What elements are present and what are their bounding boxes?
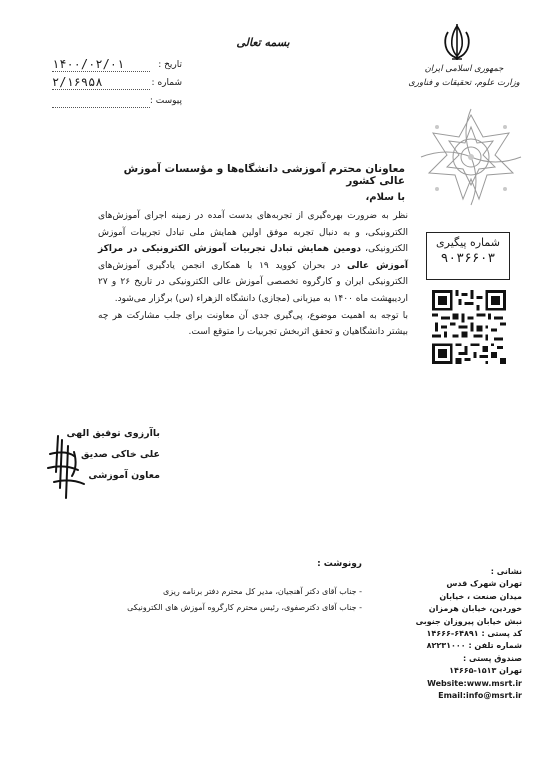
number-field	[52, 75, 182, 92]
copies-title: رونوشت :	[317, 559, 362, 569]
qr-code-icon	[432, 290, 506, 364]
para1-bold: دومین همایش تبادل تجربیات آموزش الکترونیکی در مراکز آموزش عالی	[98, 244, 408, 271]
decorative-ornament-icon	[417, 107, 525, 207]
number-value: ۲/۱۶۹۵۸	[52, 75, 103, 89]
po-box-label: صندوق پستی :	[462, 653, 522, 663]
handwritten-signature-icon	[44, 432, 92, 502]
attachment-field	[52, 96, 182, 110]
number-label: شماره :	[151, 78, 182, 88]
address-line-1: تهران شهرک قدس	[446, 579, 522, 589]
address-line-2: میدان صنعت ، خیابان	[439, 591, 522, 601]
address-label: نشانی :	[490, 567, 522, 576]
tracking-number-box	[426, 232, 510, 280]
invocation-text: بسمه تعالی	[236, 36, 290, 49]
body-paragraph-2: با توجه به اهمیت موضوع، پی‌گیری جدی آن معاونت برای جلب مشارکت هر چه بیشتر دانشگاهیان و تحقق اثربخش تجربیات را متوقع است.	[98, 310, 408, 338]
ministry-heading	[408, 62, 520, 90]
address-line-4: نبش خیابان پیروزان جنوبی	[415, 616, 522, 626]
copy-recipient-2: - جناب آقای دکترصفوی، رئیس محترم کارگروه آموزش های الکترونیکی	[127, 603, 362, 612]
copy-recipient-1: - جناب آقای دکتر آهنجیان، مدیر کل محترم دفتر برنامه ریزی	[163, 587, 362, 596]
attachment-underline	[52, 107, 150, 108]
signatory-name: علی خاکی صدیق	[81, 449, 160, 460]
address-block	[410, 566, 522, 702]
phone-number: شماره تلفن : ۸۲۲۳۱۰۰۰	[426, 641, 522, 651]
recipient-line: معاونان محترم آموزشی دانشگاه‌ها و مؤسسات آموزش عالی کشور	[123, 163, 405, 187]
date-value: ۱۴۰۰/۰۲/۰۱	[52, 57, 125, 71]
date-underline	[52, 71, 150, 72]
postal-code: کد پستی : ۶۴۸۹۱-۱۴۶۶۶	[426, 629, 522, 639]
attachment-label: پیوست :	[149, 96, 182, 106]
tracking-label: شماره پیگیری	[436, 236, 500, 249]
number-underline	[52, 89, 150, 90]
address-line-3: خوردین، خیابان هرمزان	[428, 604, 522, 614]
date-label: تاریخ :	[158, 60, 182, 70]
signatory-title: معاون آموزشی	[88, 470, 160, 481]
iran-emblem-icon	[440, 22, 474, 62]
website-link[interactable]: Website:www.msrt.ir	[427, 678, 522, 688]
date-field	[52, 57, 182, 74]
email-link[interactable]: Email:info@msrt.ir	[438, 691, 522, 701]
body-paragraph-1	[98, 208, 408, 308]
para1-intro: نظر به ضرورت بهره‌گیری از تجربه‌های بدست آمده در زمینه اجرای آموزش‌های الکترونیکی، و به دنبال تجربه موفق اولین همایش ملی تبادل تجربیات آموزش الکترونیکی،	[98, 211, 408, 255]
para1-rest: در بحران کووید ۱۹ با همکاری انجمن یادگیری آموزش‌های الکترونیکی ایران و کارگروه تخصصی آموزش عالی الکترونیکی در تاریخ ۲۶ و ۲۷ اردیبهشت ماه ۱۴۰۰ به میزبانی (مجازی) دانشگاه الزهراء (س) برگزار می‌شود.	[98, 260, 408, 304]
ministry-line-2: وزارت علوم، تحقیقات و فناوری	[408, 78, 520, 88]
closing-salutation: باآرزوی توفیق الهی	[66, 428, 160, 439]
po-box-value: تهران ۱۵۱۳-۱۴۶۶۵	[449, 666, 522, 676]
ministry-line-1: جمهوری اسلامی ایران	[424, 64, 504, 74]
letter-body	[98, 208, 408, 341]
tracking-number: ۹۰۳۶۶۰۳	[440, 251, 496, 266]
greeting-text: با سلام،	[365, 192, 405, 203]
